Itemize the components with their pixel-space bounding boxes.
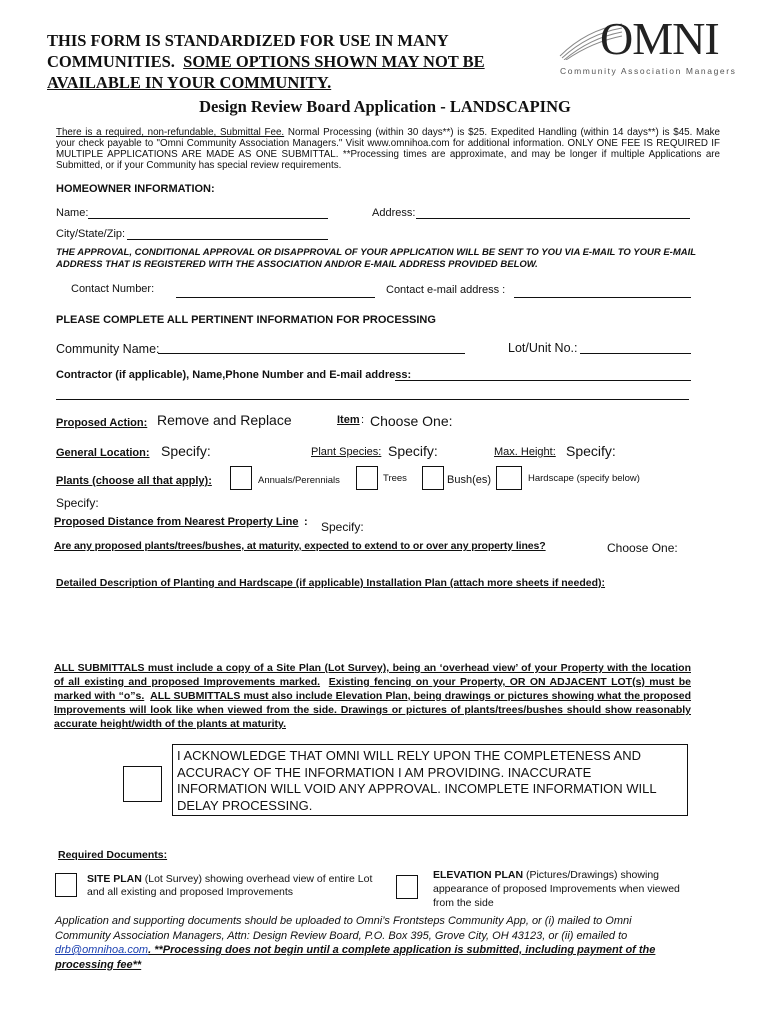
processing-heading: PLEASE COMPLETE ALL PERTINENT INFORMATION FOR PROCESSING [56,314,436,326]
trees-checkbox[interactable] [356,466,378,490]
annuals-checkbox[interactable] [230,466,252,490]
submittals-paragraph [54,661,691,731]
footer-email-link[interactable]: drb@omnihoa.com [55,944,149,956]
community-label: Community Name: [56,342,160,356]
elevation-plan-rest: (Pictures/Drawings) showing appearance of proposed Improvements when viewed from the side [433,869,680,909]
name-field[interactable] [88,218,328,219]
name-label: Name: [56,207,89,219]
contact-number-label: Contact Number: [71,283,155,295]
notice-line-2a: COMMUNITIES. [47,52,175,71]
contractor-label: Contractor (if applicable), Name,Phone Number and E-mail address: [56,369,412,381]
location-label: General Location: [56,447,150,459]
address-field[interactable] [416,218,690,219]
submittals-text-c: ALL SUBMITTALS must also include Elevation Plan, being drawings or pictures showing what the proposed Improvements will look like when viewed from the side. Drawings or pictures of plants/trees/bushes should show reasonably accurate height/width of the plants at maturity. [54,690,692,730]
fee-paragraph [56,127,720,171]
site-plan-text [87,873,387,899]
item-colon: : [361,414,365,426]
lot-label: Lot/Unit No.: [508,341,578,355]
acknowledge-text: I ACKNOWLEDGE THAT OMNI WILL RELY UPON THE COMPLETENESS AND ACCURACY OF THE INFORMATION I AM PROVIDING. INACCURATE INFORMATION WILL VOID ANY APPROVAL. INCOMPLETE INFORMATION WILL DELAY PROCESSING. [177,748,657,813]
footer-paragraph [55,914,685,972]
description-label: Detailed Description of Planting and Hardscape (if applicable) Installation Plan (attach more sheets if needed): [56,577,606,589]
height-input[interactable]: Specify: [566,443,616,459]
species-label: Plant Species: [311,446,382,458]
distance-input[interactable]: Specify: [321,520,364,534]
bush-checkbox[interactable] [422,466,444,490]
elevation-plan-text [433,868,693,910]
hardscape-label: Hardscape (specify below) [528,473,640,484]
city-field[interactable] [127,239,328,240]
acknowledge-box [172,744,688,816]
elevation-plan-bold: ELEVATION PLAN [433,869,524,881]
action-label: Proposed Action: [56,417,148,429]
footer-text-a: Application and supporting documents should be uploaded to Omni’s Frontsteps Community App, or (i) mailed to Omni Community Association Managers, Attn: Design Review Board, P.O. Box 395, Grove City, OH 43123, or (ii) emailed to [55,915,632,942]
contact-email-label: Contact e-mail address : [386,284,506,296]
logo-name: OMNI [600,13,719,64]
lot-field[interactable] [580,353,691,354]
extend-select[interactable]: Choose One: [607,541,678,555]
distance-label: Proposed Distance from Nearest Property Line [54,516,299,528]
annuals-label: Annuals/Perennials [258,475,340,486]
standardized-notice [47,30,537,93]
submittals-text-b: Existing fencing on your Property, OR ON ADJACENT LOT(s) must be marked with “o”s. [54,676,691,702]
homeowner-heading: HOMEOWNER INFORMATION: [56,183,215,195]
plants-specify-input[interactable]: Specify: [56,496,99,510]
plants-label: Plants (choose all that apply): [56,475,212,487]
height-label: Max. Height: [494,446,556,458]
site-plan-rest: (Lot Survey) showing overhead view of entire Lot and all existing and proposed Improvements [87,873,373,898]
bush-label: Bush(es) [447,474,492,486]
action-select[interactable]: Remove and Replace [157,412,292,428]
fee-underlined: There is a required, non-refundable, Submittal Fee. [56,127,285,138]
community-field[interactable] [158,353,465,354]
elevation-plan-checkbox[interactable] [396,875,418,899]
hardscape-checkbox[interactable] [496,466,522,490]
contact-email-field[interactable] [514,297,691,298]
contact-number-field[interactable] [176,297,375,298]
item-label: Item [337,414,360,426]
omni-logo [556,13,737,80]
site-plan-checkbox[interactable] [55,873,77,897]
location-input[interactable]: Specify: [161,443,211,459]
page-title: Design Review Board Application - LANDSCAPING [199,97,571,116]
species-input[interactable]: Specify: [388,443,438,459]
address-label: Address: [372,207,416,219]
notice-line-2b: SOME OPTIONS SHOWN MAY NOT BE [183,52,485,71]
required-docs-heading: Required Documents: [58,849,168,861]
description-textarea[interactable] [56,595,690,655]
footer-text-b: . **Processing does not begin until a complete application is submitted, including payment of the processing fee** [55,944,656,971]
extend-label: Are any proposed plants/trees/bushes, at maturity, expected to extend to or over any property lines? [54,540,546,552]
city-label: City/State/Zip: [56,228,126,240]
site-plan-bold: SITE PLAN [87,873,142,885]
notice-line-3: AVAILABLE IN YOUR COMMUNITY. [47,73,332,92]
contractor-field[interactable] [395,380,691,381]
fee-rest: Normal Processing (within 30 days**) is $25. Expedited Handling (within 14 days**) is $45. Make your check payable to "Omni Community Association Managers." Visit www.omnihoa.com for additional information. ONLY ONE FEE IS REQUIRED IF MULTIPLE APPLICATIONS ARE MADE AS ONE SUBMITTAL. **Processing times are approximate, and may be longer if multiple Applications are Submitted, or if your Community has special review requirements. [56,127,720,171]
trees-label: Trees [383,473,407,484]
submittals-text-a: ALL SUBMITTALS must include a copy of a Site Plan (Lot Survey), being an ‘overhead view’ of your Property with the location of all existing and proposed Improvements marked. [54,662,691,688]
item-select[interactable]: Choose One: [370,413,453,429]
logo-subtitle: Community Association Managers [560,66,737,76]
notice-line-1: THIS FORM IS STANDARDIZED FOR USE IN MANY [47,31,449,50]
acknowledge-checkbox[interactable] [123,766,162,802]
distance-colon: : [304,516,308,528]
notice-line-2 [47,51,537,72]
approval-notice: THE APPROVAL, CONDITIONAL APPROVAL OR DISAPPROVAL OF YOUR APPLICATION WILL BE SENT TO YOU VIA E-MAIL TO YOUR E-MAIL ADDRESS THAT IS REGISTERED WITH THE ASSOCIATION AND/OR E-MAIL ADDRESS PROVIDED BELOW. [56,247,696,270]
contractor-field-line-2[interactable] [56,399,689,400]
